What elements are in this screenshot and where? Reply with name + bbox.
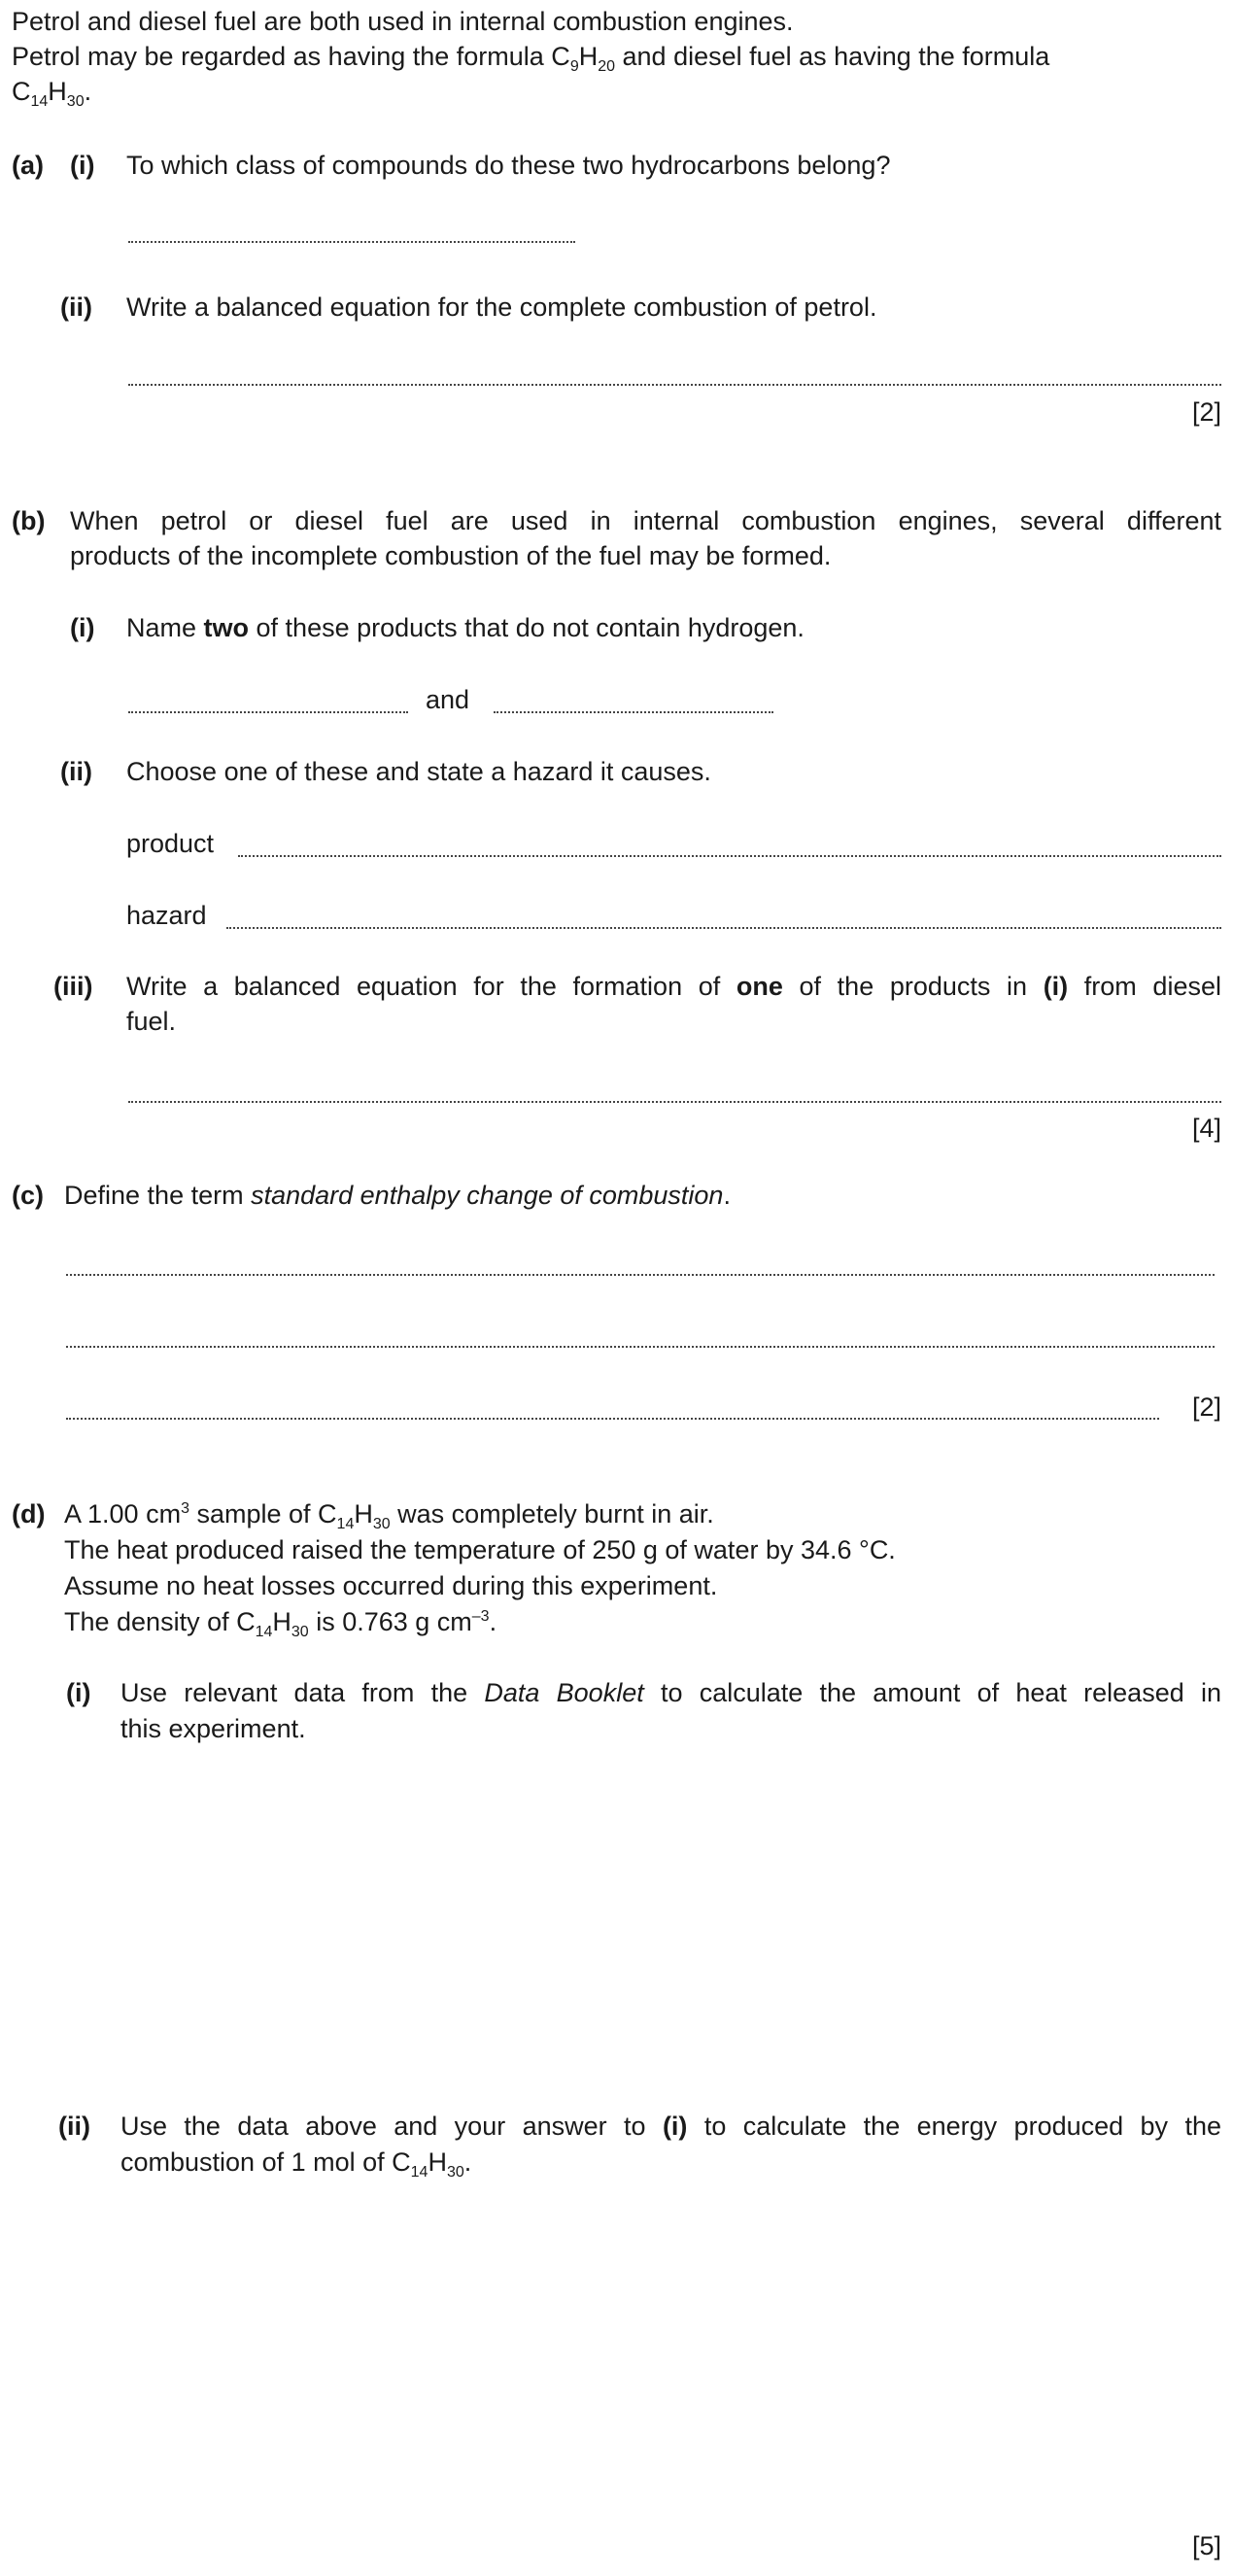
part-b-stem-2: products of the incomplete combustion of the fuel may be formed. <box>70 541 832 570</box>
question-text: H <box>428 2147 447 2177</box>
part-b-iii-line-1 <box>126 969 1221 1005</box>
part-d-i-line-1 <box>120 1675 1221 1711</box>
question-text: Define the term <box>64 1181 252 1210</box>
answer-line-a-ii[interactable] <box>128 384 1221 386</box>
question-emphasis: two <box>203 613 250 642</box>
part-a-ii-label: (ii) <box>60 292 92 322</box>
part-d-ii-question <box>120 2109 1221 2145</box>
part-b-stem-1 <box>70 503 1221 539</box>
part-d-i-question <box>120 1675 1221 1711</box>
answer-line-c-2[interactable] <box>66 1346 1215 1348</box>
part-d-i-line-2: this experiment. <box>120 1714 306 1743</box>
part-b-ii-question: Choose one of these and state a hazard it causes. <box>126 757 711 786</box>
part-a-label: (a) <box>12 151 44 180</box>
part-b-iii-line-2: fuel. <box>126 1007 177 1036</box>
intro-text: H <box>578 42 599 71</box>
intro-text: and diesel fuel as having the formula <box>615 42 1050 71</box>
question-emphasis: one <box>736 972 783 1001</box>
question-text: sample of C <box>188 1499 337 1528</box>
question-text: to calculate the energy produced by the <box>687 2112 1221 2141</box>
question-text: is 0.763 g cm <box>308 1607 472 1636</box>
question-emphasis: (i) <box>662 2112 688 2141</box>
part-a-i-label: (i) <box>70 151 95 180</box>
question-text: was completely burnt in air. <box>390 1499 714 1528</box>
intro-line-1: Petrol and diesel fuel are both used in internal combustion engines. <box>12 7 794 36</box>
question-text: H <box>272 1607 291 1636</box>
question-text: The density of C <box>64 1607 256 1636</box>
part-d-label: (d) <box>12 1499 46 1528</box>
part-b-i-label: (i) <box>70 613 95 642</box>
part-b-label: (b) <box>12 506 46 535</box>
part-a-i-question: To which class of compounds do these two hydrocarbons belong? <box>126 151 891 180</box>
question-term: standard enthalpy change of combustion <box>251 1181 724 1210</box>
subscript: 14 <box>336 1516 355 1532</box>
and-word: and <box>426 685 470 714</box>
question-text: of the products in <box>782 972 1044 1001</box>
question-text: Use relevant data from the <box>120 1678 485 1707</box>
product-label: product <box>126 829 215 858</box>
hazard-label: hazard <box>126 901 207 930</box>
answer-line-product[interactable] <box>238 855 1221 857</box>
part-b-ii-label: (ii) <box>60 757 92 786</box>
answer-line-hazard[interactable] <box>226 927 1221 929</box>
question-text: from diesel <box>1068 972 1221 1001</box>
part-d-ii-label: (ii) <box>58 2112 90 2141</box>
question-text: Use the data above and your answer to <box>120 2112 663 2141</box>
part-d-ii-line-1 <box>120 2109 1221 2145</box>
part-d-line-4 <box>64 1604 497 1640</box>
answer-line-b-i-2[interactable] <box>494 711 773 713</box>
question-text: . <box>723 1181 731 1210</box>
question-text: . <box>463 2147 472 2177</box>
intro-line-3 <box>12 74 91 110</box>
part-b-stem-text: When petrol or diesel fuel are used in internal combustion engines, several different <box>70 506 1221 535</box>
question-text: to calculate the amount of heat released in <box>643 1678 1221 1707</box>
question-term: Data Booklet <box>484 1678 644 1707</box>
part-d-i-label: (i) <box>66 1678 91 1707</box>
part-c-label: (c) <box>12 1181 44 1210</box>
subscript: 14 <box>30 93 49 110</box>
subscript: 9 <box>569 58 579 75</box>
intro-text: . <box>84 77 92 106</box>
intro-line-2 <box>12 39 1221 75</box>
subscript: 30 <box>66 93 85 110</box>
intro-text: Petrol may be regarded as having the formula C <box>12 42 570 71</box>
part-d-line-3: Assume no heat losses occurred during this experiment. <box>64 1571 718 1600</box>
question-text: . <box>489 1607 497 1636</box>
part-b-i-question <box>126 610 805 646</box>
part-c-question <box>64 1178 731 1214</box>
subscript: 20 <box>598 58 616 75</box>
question-text: H <box>354 1499 373 1528</box>
question-text: of these products that do not contain hydrogen. <box>249 613 805 642</box>
answer-line-c-3[interactable] <box>66 1418 1159 1420</box>
part-d-line-2: The heat produced raised the temperature of 250 g of water by 34.6 °C. <box>64 1535 896 1564</box>
question-text: Name <box>126 613 204 642</box>
part-d-line-1 <box>64 1496 714 1532</box>
subscript: 30 <box>372 1516 391 1532</box>
subscript: 30 <box>446 2164 464 2181</box>
answer-line-c-1[interactable] <box>66 1274 1215 1276</box>
intro-text: H <box>48 77 67 106</box>
part-a-ii-question: Write a balanced equation for the complete combustion of petrol. <box>126 292 877 322</box>
answer-line-b-i-1[interactable] <box>128 711 408 713</box>
question-emphasis: (i) <box>1043 972 1069 1001</box>
subscript: 14 <box>255 1624 273 1640</box>
superscript: 3 <box>181 1500 189 1517</box>
part-b-iii-question <box>126 969 1221 1005</box>
intro-text: C <box>12 77 31 106</box>
marks-b: [4] <box>1191 1114 1221 1143</box>
answer-line-a-i[interactable] <box>128 241 575 243</box>
subscript: 14 <box>410 2164 428 2181</box>
marks-c: [2] <box>1191 1392 1221 1422</box>
part-d-ii-line-2 <box>120 2145 471 2181</box>
answer-line-b-iii[interactable] <box>128 1101 1221 1103</box>
marks-a: [2] <box>1191 397 1221 427</box>
marks-d: [5] <box>1191 2531 1221 2560</box>
question-text: Write a balanced equation for the formation of <box>126 972 736 1001</box>
part-b-iii-label: (iii) <box>53 972 93 1001</box>
question-text: A 1.00 cm <box>64 1499 182 1528</box>
superscript: –3 <box>471 1608 490 1625</box>
subscript: 30 <box>291 1624 309 1640</box>
question-text: combustion of 1 mol of C <box>120 2147 411 2177</box>
